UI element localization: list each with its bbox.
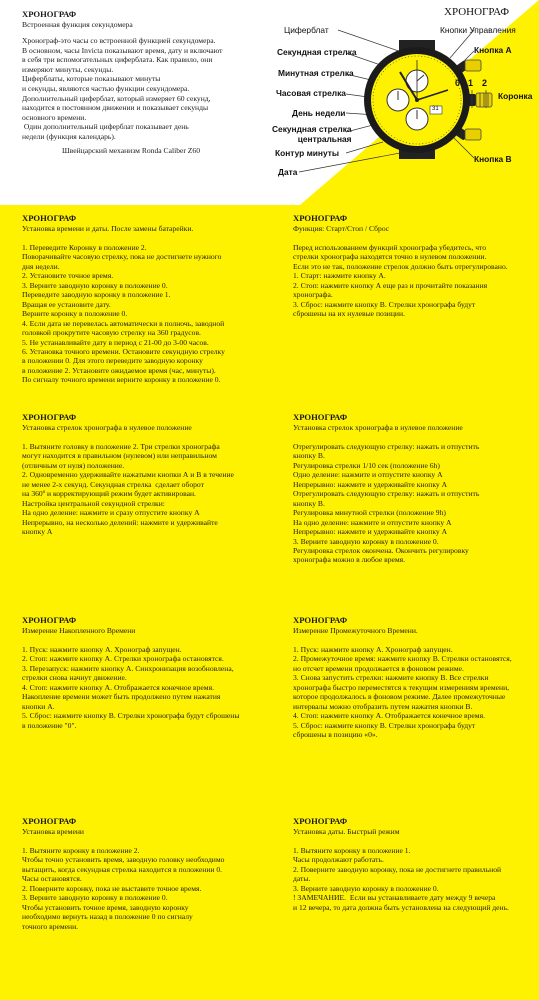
section-body: 1. Вытяните головку в положение 2. Три стрелки хронографа могут находится в правильном (нулевом) или неправильном (отличным от нуля) положение. 2. Одновременно удерживайте нажатыми кнопки А и В в течение не менее 2-х секунд. Секундная стрелка сделает оборот на 360º и корректирующий режим будет активирован. Настройка центральной секундной стрелки: На одно деление: нажмите и сразу отпустите кнопку А Непрерывно, на несколько делений: нажмите и удерживайте кнопку А (22, 442, 234, 537)
crown-position-1: 1 (468, 78, 474, 88)
watch-diagram (0, 0, 539, 205)
section-title: ХРОНОГРАФ (293, 412, 348, 422)
label-controls: Кнопки Управления (440, 25, 516, 35)
label-dial: Циферблат (284, 25, 329, 35)
section-body: 1. Пуск: нажмите кнопку А. Хронограф запущен. 2. Промежуточное время: нажмите кнопку В. Стрелки остановятся, но отсчет времени продолжается в фоновом режиме. 3. Снова запустить стрелки: нажмите кнопку В. Все стрелки хронографа быстро переместятся к текущим измерениям времени, которое продолжалось в фоновом режиме. Далее промежуточные интервалы можно отобразить путем нажатия кнопки В. 4. Стоп: нажмите кнопку А. Отображается конечное время. 5. Сброс: нажмите кнопку В. Стрелки хронографа будут сброшены в позицию «0». (293, 645, 512, 740)
crown-position-2: 2 (482, 78, 488, 88)
label-crown: Коронка (498, 91, 533, 101)
label-date: Дата (278, 167, 298, 177)
intro-subtitle: Встроенная функция секундомера (22, 20, 133, 29)
section-intermediate-time (293, 615, 512, 740)
label-hour-hand: Часовая стрелка (276, 88, 346, 98)
section-subtitle: Установка времени (22, 827, 84, 836)
section-accumulated-time (22, 615, 239, 730)
section-title: ХРОНОГРАФ (22, 412, 77, 422)
section-body: 1. Вытяните коронку в положение 2. Чтобы точно установить время, заводную головку необходимо вытащить, когда секундная стрелка находится в положении 0. Часы остановятся. 2. Поверните коронку, пока не выставите точное время. 3. Верните заводную коронку в положение 0. Чтобы установить точное время, заводную коронку необходимо вернуть назад в положение 0 по сигналу точного времени. (22, 846, 225, 931)
header-panel (0, 0, 539, 205)
label-weekday: День недели (292, 108, 346, 118)
section-start-stop-reset (293, 213, 508, 319)
section-zero-reset-part1 (22, 412, 234, 537)
intro-movement: Швейцарский механизм Ronda Caliber Z60 (62, 146, 201, 155)
section-title: ХРОНОГРАФ (293, 213, 348, 223)
section-title: ХРОНОГРАФ (22, 615, 77, 625)
intro-body: Хронограф-это часы со встроенной функцией секундомера. В основном, часы Invicta показывают время, дату и включают в себя три вспомогательных циферблата. Как правило, они измеряют минуты, секунды. Циферблаты, которые показывают минуты и секунды, являются частью функции секундомера. Дополнительный циферблат, который измеряет 60 секунд, находится в постоянном движении и показывает секунды основного времени. Один дополнительный циферблат показывает день недели (функция календарь). (22, 36, 223, 141)
section-subtitle: Функция: Старт/Стоп / Сброс (293, 224, 390, 233)
section-subtitle: Установка времени и даты. После замены батарейки. (22, 224, 194, 233)
section-body: 1. Вытяните коронку в положение 1. Часы продолжают работать. 2. Поверните заводную коронку, пока не достигнете правильной даты. 3. Верните заводную коронку в положение 0. ! ЗАМЕЧАНИЕ. Если вы устанавливаете дату между 9 вечера и 12 вечера, то дата должна быть установлена на следующий день. (293, 846, 509, 912)
section-subtitle: Измерение Накопленного Времени (22, 626, 136, 635)
section-quick-date (293, 816, 509, 912)
section-title: ХРОНОГРАФ (22, 213, 77, 223)
section-subtitle: Установка стрелок хронографа в нулевое положение (22, 423, 192, 432)
section-title: ХРОНОГРАФ (293, 615, 348, 625)
label-minute-track: Контур минуты (275, 148, 340, 158)
section-body: 1. Пуск: нажмите кнопку А. Хронограф запущен. 2. Стоп: нажмите кнопку А. Стрелки хронографа остановятся. 3. Перезапуск: нажмите кнопку А. Синхронизация возобновлена, стрелки снова начнут движение. 4. Стоп: нажмите кнопку А. Отображается конечное время. Накопление времени может быть продолжено путем нажатия кнопки А. 5. Сброс: нажмите кнопку В. Стрелки хронографа будут сброшены в положение "0". (22, 645, 240, 730)
button-a-icon (465, 60, 481, 71)
crown-position-0: 0 (455, 78, 461, 88)
intro-title: ХРОНОГРАФ (22, 9, 77, 19)
label-seconds-hand: Секундная стрелка (277, 47, 357, 57)
label-button-b: Кнопка В (474, 154, 512, 164)
section-subtitle: Измерение Промежуточного Времени. (293, 626, 418, 635)
label-minute-hand: Минутная стрелка (278, 68, 354, 78)
date-window-value: 31 (432, 106, 439, 112)
section-title: ХРОНОГРАФ (22, 816, 77, 826)
section-time-date-after-battery (22, 213, 225, 385)
section-subtitle: Установка даты. Быстрый режим (293, 827, 400, 836)
section-time-setting (22, 816, 224, 931)
section-body: Перед использованием функций хронографа убедитесь, что стрелки хронографа находятся точно в нулевом положении. Если это не так, положение стрелок должно быть отрегулировано. 1. Старт: нажмите кнопку А. 2. Стоп: нажмите кнопку А еще раз и прочитайте показания хронографа. 3. Сброс: нажмите кнопку В. Стрелки хронографа будут сброшены на их нулевые позиции. (293, 243, 508, 319)
label-central-seconds: Секундная стрелка центральная (272, 124, 352, 144)
section-title: ХРОНОГРАФ (293, 816, 348, 826)
section-body: Отрегулировать следующую стрелку: нажать и отпустить кнопку В. Регулировка стрелки 1/10 сек (положение 6h) Одно деление: нажмите и отпустите кнопку А Непрерывно: нажмите и удерживайте кнопку А Отрегулировать следующую стрелку: нажать и отпустить кнопку В. Регулировка минутной стрелки (положение 9h) На одно деление: нажмите и отпустите кнопку А Непрерывно: нажмите и удерживайте кнопку А 3. Верните заводную коронку в положение 0. Регулировка стрелок окончена. Окончить регулировку хронографа можно в любое время. (293, 442, 480, 565)
diagram-title: ХРОНОГРАФ (444, 6, 510, 18)
section-body: 1. Переведите Коронку в положение 2. Поворачивайте часовую стрелку, пока не достигнете нужного дня недели. 2. Установите точное время. 3. Верните заводную коронку в положение 0. Переведите заводную коронку в положение 1. Вращая ее установите дату. Верните коронку в положение 0. 4. Если дата не перевелась автоматически в полночь, заводной головкой прокрутите часовую стрелку на 360 градусов. 5. Не устанавливайте дату в период с 21-00 до 3-00 часов. 6. Установка точного времени. Остановите секундную стрелку в положении 0. Для этого переведите заводную коронку в положение 2. Установите ожидаемое время (час, минуты). По сигналу точного времени верните коронку в положение 0. (22, 243, 225, 385)
section-subtitle: Установка стрелок хронографа в нулевое положение (293, 423, 463, 432)
button-b-icon (465, 129, 481, 140)
label-button-a: Кнопка А (474, 45, 512, 55)
section-zero-reset-part2 (293, 412, 479, 565)
